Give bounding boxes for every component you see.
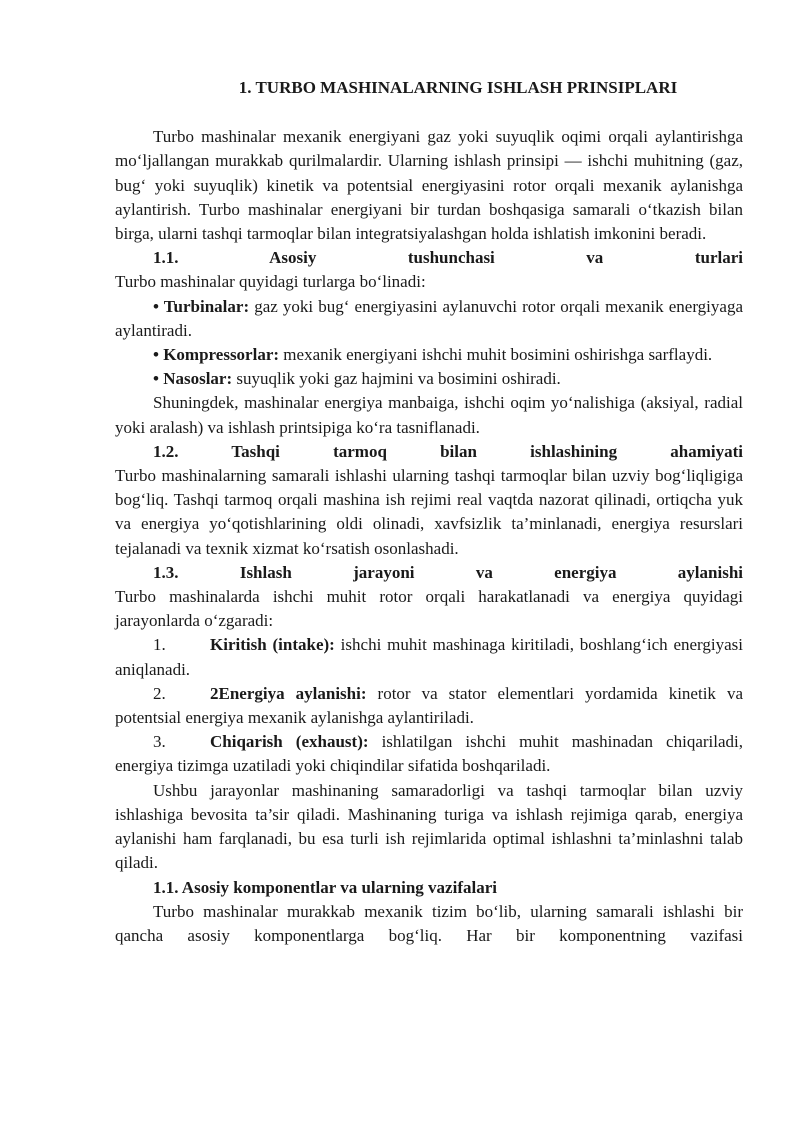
section-paragraph: Ushbu jarayonlar mashinaning samaradorligi va tashqi tarmoqlar bilan uzviy ishlashiga bevosita ta’sir qiladi. Mashinaning turiga va ishlash rejimiga qarab, energiya aylanishi ham farqlanadi, bu esa turli ish rejimlarida optimal ishlashni ta’minlashni talab qiladi. [115,780,743,873]
section-lead: Turbo mashinalar quyidagi turlarga bo‘linadi: [115,272,426,292]
intro-paragraph: Turbo mashinalar mexanik energiyani gaz yoki suyuqlik oqimi orqali aylantirishga mo‘ljallangan murakkab qurilmalardir. Ularning ishlash prinsipi — ishchi muhitning (gaz, bug‘ yoki suyuqlik) kinetik va potentsial energiyasini rotor orqali mexanik aylanishga aylantirish. Turbo mashinalar energiyani bir turdan boshqasiga samarali o‘tkazish bilan birga, ularni tashqi tarmoqlar bilan integratsiyalashgan holda ishlatish imkonini beradi. [115,127,743,244]
list-term: 2Energiya aylanishi: [210,683,367,703]
list-text: ishchi muhit mashinaga kiritiladi, boshlang‘ich energiyasi aniqlanadi. [115,635,744,679]
section-heading-1-3 [115,561,743,585]
list-term: Chiqarish (exhaust): [210,732,369,752]
bullet-mark: • [153,296,164,316]
section-paragraph: Shuningdek, mashinalar energiya manbaiga, ishchi oqim yo‘nalishiga (aksiyal, radial yoki aralash) va ishlash printsipiga ko‘ra tasniflanadi. [115,393,743,437]
section-heading-1-1 [115,246,743,270]
list-number: 1. [153,635,166,655]
list-item [115,343,743,367]
list-number: 2. [153,683,166,703]
section-heading-text: 1.2. Tashqi tarmoq bilan ishlashining ahamiyati [153,441,743,461]
list-text: mexanik energiyani ishchi muhit bosimini oshirishga sarflaydi. [279,345,713,365]
list-text: rotor va stator elementlari yordamida kinetik va potentsial energiya mexanik aylanishga aylantiriladi. [115,683,743,728]
section-paragraph: Turbo mashinalarning samarali ishlashi ularning tashqi tarmoqlar bilan uzviy bog‘liqligiga bog‘liq. Tashqi tarmoq orqali mashina ish rejimi real vaqtda nazorat qilinadi, ortiqcha yuk va energiya yo‘qotishlarining oldi olinadi, xavfsizlik ta’minlanadi, energiya resurslari tejalanadi va texnik xizmat ko‘rsatish osonlashadi. [115,466,743,558]
section-heading-text: 1.1. Asosiy tushunchasi va turlari [153,248,743,268]
section-paragraph: Turbo mashinalarda ishchi muhit rotor orqali harakatlanadi va energiya quyidagi jarayonlarda o‘zgaradi: [115,587,743,631]
list-item [115,295,743,343]
list-item [115,367,743,391]
list-item [115,730,743,778]
section-heading-text: 1.3. Ishlash jarayoni va energiya aylanishi [153,562,743,582]
list-text: gaz yoki bug‘ energiyasini aylanuvchi rotor orqali mexanik energiyaga aylantiradi. [115,296,743,340]
list-term: Kiritish (intake): [210,635,335,655]
bullet-mark: • [153,369,164,389]
list-number: 3. [153,732,166,752]
list-item [115,682,743,730]
section-paragraph: Turbo mashinalar murakkab mexanik tizim bo‘lib, ularning samarali ishlashi bir qancha asosiy komponentlarga bog‘liq. Har bir komponentning vazifasi [115,901,743,945]
bullet-mark: • [153,345,164,365]
section-heading-components: 1.1. Asosiy komponentlar va ularning vazifalari [153,877,497,897]
list-text: ishlatilgan ishchi muhit mashinadan chiqariladi, energiya tizimga uzatiladi yoki chiqindilar sifatida boshqariladi. [115,732,743,776]
list-term: Nasoslar: [163,369,233,389]
list-term: Turbinalar: [163,296,250,316]
list-text: suyuqlik yoki gaz hajmini va bosimini oshiradi. [232,369,561,389]
list-term: Kompressorlar: [163,345,280,365]
list-item [115,633,743,681]
section-heading-1-2 [115,440,743,464]
page-title: 1. TURBO MASHINALARNING ISHLASH PRINSIPLARI [238,78,678,97]
